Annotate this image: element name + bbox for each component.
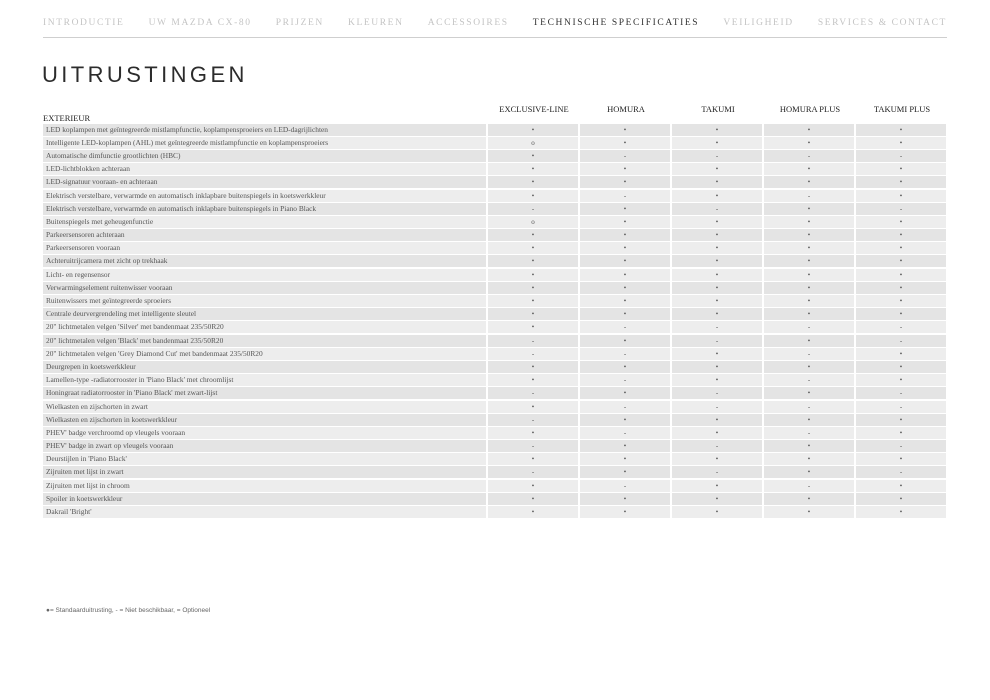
row-value: •	[580, 308, 670, 320]
nav-accessoires[interactable]: ACCESSOIRES	[427, 18, 509, 28]
row-value: -	[580, 401, 670, 413]
row-value: •	[856, 374, 946, 386]
table-row	[43, 466, 947, 479]
row-value: -	[856, 440, 946, 452]
row-value: •	[488, 493, 578, 505]
row-value: •	[488, 255, 578, 267]
row-value: -	[672, 203, 762, 215]
table-row	[43, 202, 947, 215]
row-label: Honingraat radiatorrooster in 'Piano Black' met zwart-lijst	[43, 387, 486, 399]
row-value: •	[672, 269, 762, 281]
column-header-exclusive-line: EXCLUSIVE-LINE	[499, 104, 569, 114]
row-value: •	[580, 124, 670, 136]
table-row	[43, 479, 947, 492]
row-label: Wielkasten en zijschorten in koetswerkkleur	[43, 414, 486, 426]
row-value: •	[672, 506, 762, 518]
row-value: -	[580, 427, 670, 439]
row-value: •	[672, 124, 762, 136]
table-row	[43, 374, 947, 387]
table-row	[43, 281, 947, 294]
row-value: •	[672, 308, 762, 320]
row-value: •	[580, 493, 670, 505]
nav-kleuren[interactable]: KLEUREN	[348, 18, 404, 28]
row-label: Intelligente LED-koplampen (AHL) met geïntegreerde mistlampfunctie en koplampensproeiers	[43, 137, 486, 149]
table-row	[43, 400, 947, 413]
row-value: -	[488, 203, 578, 215]
table-row	[43, 505, 947, 518]
column-header-homura: HOMURA	[607, 104, 645, 114]
table-row	[43, 321, 947, 334]
row-value: •	[672, 137, 762, 149]
column-header-homura-plus: HOMURA PLUS	[779, 104, 841, 114]
row-value: •	[764, 440, 854, 452]
row-value: •	[580, 335, 670, 347]
row-value: •	[764, 295, 854, 307]
row-value: •	[488, 480, 578, 492]
row-value: •	[764, 282, 854, 294]
row-value: •	[580, 137, 670, 149]
row-value: -	[856, 401, 946, 413]
table-row	[43, 136, 947, 149]
row-value: -	[764, 348, 854, 360]
row-label: PHEV' badge verchroomd op vleugels vooraan	[43, 427, 486, 439]
row-value: -	[764, 321, 854, 333]
row-value: -	[580, 190, 670, 202]
table-row	[43, 492, 947, 505]
row-value: •	[488, 282, 578, 294]
row-value: •	[856, 480, 946, 492]
row-value: •	[856, 348, 946, 360]
row-value: -	[856, 466, 946, 478]
standard-dot-icon: ●	[46, 607, 50, 614]
row-value: •	[488, 427, 578, 439]
row-value: •	[764, 414, 854, 426]
row-value: -	[580, 321, 670, 333]
table-row	[43, 453, 947, 466]
row-label: Centrale deurvergrendeling met intelligente sleutel	[43, 308, 486, 320]
table-row	[43, 413, 947, 426]
row-value: •	[488, 308, 578, 320]
row-value: •	[764, 163, 854, 175]
row-value: •	[764, 176, 854, 188]
column-header-takumi: TAKUMI	[701, 104, 735, 114]
row-value: •	[672, 176, 762, 188]
row-value: -	[488, 348, 578, 360]
table-row	[43, 426, 947, 439]
equipment-table	[43, 123, 947, 519]
nav-technische-specificaties[interactable]: TECHNISCHE SPECIFICATIES	[532, 18, 700, 28]
row-value: •	[488, 361, 578, 373]
row-value: •	[580, 506, 670, 518]
legend-text: = Standaarduitrusting, - = Niet beschikbaar, = Optioneel	[49, 607, 211, 614]
row-label: Deurgrepen in koetswerkkleur	[43, 361, 486, 373]
row-value: •	[672, 480, 762, 492]
table-row	[43, 176, 947, 189]
row-value: •	[672, 216, 762, 228]
row-label: 20" lichtmetalen velgen 'Silver' met bandenmaat 235/50R20	[43, 321, 486, 333]
row-value: •	[488, 229, 578, 241]
row-value: •	[672, 229, 762, 241]
table-row	[43, 308, 947, 321]
table-row	[43, 215, 947, 228]
row-label: Zijruiten met lijst in zwart	[43, 466, 486, 478]
nav-introductie[interactable]: INTRODUCTIE	[43, 18, 125, 28]
row-label: Elektrisch verstelbare, verwarmde en automatisch inklapbare buitenspiegels in Piano Black	[43, 203, 486, 215]
row-value: o	[488, 137, 578, 149]
row-value: •	[672, 427, 762, 439]
row-value: •	[764, 203, 854, 215]
row-value: -	[672, 150, 762, 162]
table-row	[43, 229, 947, 242]
row-value: •	[488, 321, 578, 333]
section-title-exterieur: EXTERIEUR	[43, 113, 91, 123]
row-value: •	[488, 150, 578, 162]
row-value: •	[488, 401, 578, 413]
row-value: -	[672, 387, 762, 399]
row-value: •	[856, 229, 946, 241]
row-value: •	[488, 242, 578, 254]
row-label: Buitenspiegels met geheugenfunctie	[43, 216, 486, 228]
row-value: •	[764, 493, 854, 505]
row-value: -	[672, 321, 762, 333]
row-value: •	[856, 295, 946, 307]
row-value: •	[580, 163, 670, 175]
row-value: -	[764, 190, 854, 202]
row-value: •	[488, 295, 578, 307]
row-value: -	[856, 150, 946, 162]
row-label: 20" lichtmetalen velgen 'Black' met bandenmaat 235/50R20	[43, 335, 486, 347]
row-value: •	[856, 506, 946, 518]
row-value: •	[856, 190, 946, 202]
row-value: •	[856, 414, 946, 426]
row-value: •	[672, 295, 762, 307]
row-value: •	[856, 427, 946, 439]
row-value: •	[580, 176, 670, 188]
row-value: -	[488, 440, 578, 452]
row-label: LED-signatuur vooraan- en achteraan	[43, 176, 486, 188]
row-label: Wielkasten en zijschorten in zwart	[43, 401, 486, 413]
row-value: •	[764, 124, 854, 136]
row-value: •	[488, 124, 578, 136]
row-value: -	[580, 374, 670, 386]
row-label: Licht- en regensensor	[43, 269, 486, 281]
row-value: •	[488, 506, 578, 518]
row-value: •	[672, 414, 762, 426]
row-value: •	[580, 203, 670, 215]
row-value: •	[764, 255, 854, 267]
legend	[46, 607, 210, 614]
table-row	[43, 189, 947, 202]
row-label: Deurstijlen in 'Piano Black'	[43, 453, 486, 465]
row-value: •	[488, 453, 578, 465]
row-value: •	[672, 190, 762, 202]
row-value: •	[488, 190, 578, 202]
row-label: Elektrisch verstelbare, verwarmde en automatisch inklapbare buitenspiegels in koetswerkkleur	[43, 190, 486, 202]
row-label: Lamellen-type -radiatorrooster in 'Piano Black' met chroomlijst	[43, 374, 486, 386]
page-title: UITRUSTINGEN	[42, 62, 248, 87]
nav-uw-mazda-cx80[interactable]: UW MAZDA CX-80	[148, 18, 252, 28]
row-value: •	[856, 308, 946, 320]
row-value: -	[672, 335, 762, 347]
row-value: •	[580, 295, 670, 307]
row-value: -	[672, 440, 762, 452]
row-label: Zijruiten met lijst in chroom	[43, 480, 486, 492]
row-value: -	[764, 374, 854, 386]
row-label: Ruitenwissers met geïntegreerde sproeiers	[43, 295, 486, 307]
row-value: •	[764, 269, 854, 281]
row-value: •	[764, 453, 854, 465]
table-row	[43, 440, 947, 453]
column-header-takumi-plus: TAKUMI PLUS	[873, 104, 931, 114]
row-value: •	[580, 229, 670, 241]
table-row	[43, 149, 947, 162]
row-value: •	[856, 269, 946, 281]
row-label: Automatische dimfunctie grootlichten (HBC)	[43, 150, 486, 162]
table-row	[43, 123, 947, 136]
row-value: •	[672, 255, 762, 267]
row-label: Dakrail 'Bright'	[43, 506, 486, 518]
row-label: Parkeersensoren achteraan	[43, 229, 486, 241]
row-value: •	[488, 163, 578, 175]
row-value: •	[672, 493, 762, 505]
row-value: •	[856, 176, 946, 188]
row-value: -	[672, 466, 762, 478]
row-value: •	[856, 163, 946, 175]
row-value: •	[580, 216, 670, 228]
row-label: LED-lichtblokken achteraan	[43, 163, 486, 175]
row-value: •	[580, 453, 670, 465]
table-row	[43, 294, 947, 307]
row-value: •	[764, 361, 854, 373]
row-value: •	[580, 255, 670, 267]
row-value: •	[672, 348, 762, 360]
row-value: •	[764, 308, 854, 320]
row-value: •	[672, 242, 762, 254]
row-value: •	[856, 137, 946, 149]
row-label: Achteruitrijcamera met zicht op trekhaak	[43, 255, 486, 267]
table-row	[43, 255, 947, 268]
row-label: PHEV' badge in zwart op vleugels vooraan	[43, 440, 486, 452]
row-value: -	[580, 480, 670, 492]
row-value: •	[856, 255, 946, 267]
row-value: •	[856, 453, 946, 465]
table-row	[43, 360, 947, 373]
row-value: •	[672, 361, 762, 373]
row-value: •	[580, 269, 670, 281]
row-value: -	[580, 348, 670, 360]
row-value: •	[580, 242, 670, 254]
row-value: •	[764, 137, 854, 149]
nav-prijzen[interactable]: PRIJZEN	[275, 18, 324, 28]
nav-veiligheid[interactable]: VEILIGHEID	[723, 18, 794, 28]
row-value: •	[764, 387, 854, 399]
row-value: -	[764, 427, 854, 439]
row-value: •	[856, 242, 946, 254]
row-value: -	[488, 387, 578, 399]
row-value: •	[764, 506, 854, 518]
row-value: -	[488, 335, 578, 347]
row-value: -	[488, 414, 578, 426]
table-row	[43, 242, 947, 255]
row-value: -	[580, 150, 670, 162]
row-value: •	[856, 124, 946, 136]
row-value: -	[856, 387, 946, 399]
row-value: •	[672, 282, 762, 294]
row-value: •	[580, 282, 670, 294]
row-value: •	[488, 269, 578, 281]
row-value: •	[764, 229, 854, 241]
nav-services-contact[interactable]: SERVICES & CONTACT	[817, 18, 947, 28]
row-value: •	[672, 453, 762, 465]
row-value: •	[856, 282, 946, 294]
row-value: -	[856, 203, 946, 215]
row-label: Parkeersensoren vooraan	[43, 242, 486, 254]
row-label: 20" lichtmetalen velgen 'Grey Diamond Cut' met bandenmaat 235/50R20	[43, 348, 486, 360]
row-value: •	[672, 374, 762, 386]
row-value: -	[856, 335, 946, 347]
table-row	[43, 334, 947, 347]
row-value: •	[856, 361, 946, 373]
row-value: •	[488, 374, 578, 386]
row-value: -	[764, 150, 854, 162]
row-value: -	[488, 466, 578, 478]
row-label: LED koplampen met geïntegreerde mistlampfunctie, koplampensproeiers en LED-dagrijlichten	[43, 124, 486, 136]
row-value: •	[764, 242, 854, 254]
row-value: •	[856, 216, 946, 228]
row-value: -	[856, 321, 946, 333]
row-value: •	[580, 440, 670, 452]
row-value: •	[672, 163, 762, 175]
row-value: •	[764, 466, 854, 478]
row-value: -	[672, 401, 762, 413]
row-value: •	[764, 216, 854, 228]
row-value: -	[764, 401, 854, 413]
row-value: •	[856, 493, 946, 505]
table-row	[43, 268, 947, 281]
table-row	[43, 387, 947, 400]
row-value: -	[764, 480, 854, 492]
row-value: o	[488, 216, 578, 228]
row-value: •	[488, 176, 578, 188]
row-label: Verwarmingselement ruitenwisser vooraan	[43, 282, 486, 294]
top-navigation	[43, 18, 947, 38]
row-value: •	[580, 466, 670, 478]
row-value: •	[580, 414, 670, 426]
row-value: •	[580, 387, 670, 399]
table-row	[43, 163, 947, 176]
row-value: •	[580, 361, 670, 373]
table-row	[43, 347, 947, 360]
row-label: Spoiler in koetswerkkleur	[43, 493, 486, 505]
row-value: •	[764, 335, 854, 347]
